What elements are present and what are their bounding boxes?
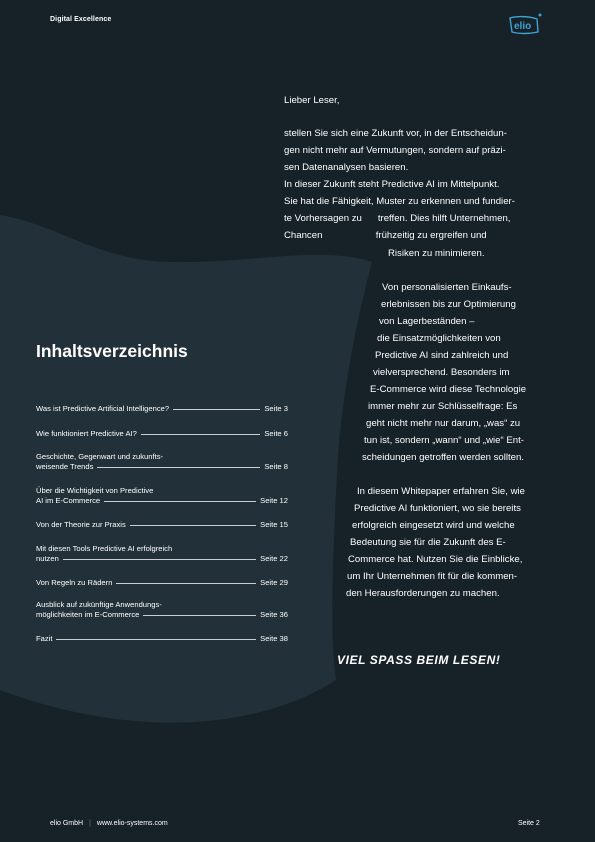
dot-leader xyxy=(56,639,256,640)
letter-line: erfolgreich eingesetzt wird und welche xyxy=(352,520,515,531)
toc-page-number: Seite 6 xyxy=(264,429,288,438)
letter-greeting: Lieber Leser, xyxy=(284,95,340,106)
footer-left xyxy=(50,820,168,827)
letter-line: Risiken zu minimieren. xyxy=(388,248,485,259)
toc-title: Inhaltsverzeichnis xyxy=(36,341,188,361)
toc-entry-text: möglichkeiten im E-Commerce xyxy=(36,610,140,619)
letter-line: E-Commerce wird diese Technologie xyxy=(370,384,527,395)
footer-page-number: Seite 2 xyxy=(518,820,540,827)
toc-page-number: Seite 3 xyxy=(264,404,288,413)
header-brand: Digital Excellence xyxy=(50,16,112,23)
toc-entry[interactable] xyxy=(36,486,288,506)
toc-entry-text: weisende Trends xyxy=(36,462,94,471)
toc-page-number: Seite 12 xyxy=(260,496,288,505)
letter-line: stellen Sie sich eine Zukunft vor, in der Entscheidun- xyxy=(284,128,507,139)
letter-line: den Herausforderungen zu machen. xyxy=(346,588,500,599)
letter-line: In dieser Zukunft steht Predictive AI im Mittelpunkt. xyxy=(284,179,500,190)
logo-text: elio xyxy=(514,21,532,32)
letter-line: Commerce hat. Nutzen Sie die Einblicke, xyxy=(348,554,523,565)
toc-entry-text: Fazit xyxy=(36,634,53,643)
toc-page-number: Seite 8 xyxy=(264,462,288,471)
dot-leader xyxy=(173,409,260,410)
toc-entry[interactable] xyxy=(36,600,288,620)
signoff-text: VIEL SPASS BEIM LESEN! xyxy=(337,653,501,667)
toc-entry[interactable] xyxy=(36,429,288,439)
toc-entry-text: Über die Wichtigkeit von Predictive xyxy=(36,486,154,495)
letter-line: Sie hat die Fähigkeit, Muster zu erkennen und fundier- xyxy=(284,196,515,207)
toc-entry-text: Geschichte, Gegenwart und zukunfts- xyxy=(36,452,164,461)
letter-line: Von personalisierten Einkaufs- xyxy=(382,282,512,293)
footer-separator: | xyxy=(89,820,91,827)
dot-leader xyxy=(130,525,256,526)
toc-entry-text: Von Regeln zu Rädern xyxy=(36,578,113,587)
toc-entry-text: Von der Theorie zur Praxis xyxy=(36,520,126,529)
dot-leader xyxy=(141,434,260,435)
letter-line: um Ihr Unternehmen fit für die kommen- xyxy=(347,571,518,582)
toc-entry-text: AI im E-Commerce xyxy=(36,496,101,505)
toc-page-number: Seite 15 xyxy=(260,520,288,529)
letter-line: die Einsatzmöglichkeiten von xyxy=(377,333,501,344)
footer-company: elio GmbH xyxy=(50,820,84,827)
letter-line: scheidungen getroffen werden sollten. xyxy=(362,452,524,463)
dot-leader xyxy=(104,501,256,502)
letter-line: gen nicht mehr auf Vermutungen, sondern auf präzi- xyxy=(284,145,506,156)
letter-line: von Lagerbeständen – xyxy=(379,316,475,327)
letter-line: In diesem Whitepaper erfahren Sie, wie xyxy=(357,486,525,497)
footer-website-link[interactable]: www.elio-systems.com xyxy=(96,820,168,827)
toc-page-number: Seite 29 xyxy=(260,578,288,587)
letter-line: vielversprechend. Besonders im xyxy=(373,367,510,378)
toc-entry[interactable] xyxy=(36,452,288,472)
toc-entry[interactable] xyxy=(36,404,288,414)
toc-entry-text: Was ist Predictive Artificial Intelligence? xyxy=(36,404,170,413)
toc-entry[interactable] xyxy=(36,520,288,530)
toc-entry-text: Ausblick auf zukünftige Anwendungs- xyxy=(36,600,162,609)
letter-line: Chancen frühzeitig zu ergreifen und xyxy=(284,230,487,241)
toc-entry-text: nutzen xyxy=(36,554,59,563)
letter-line: tun ist, sondern „wann“ und „wie“ Ent- xyxy=(364,435,524,446)
dot-leader xyxy=(143,615,256,616)
letter-line: Predictive AI sind zahlreich und xyxy=(375,350,509,361)
toc-page-number: Seite 22 xyxy=(260,554,288,563)
toc-page-number: Seite 38 xyxy=(260,634,288,643)
letter-line: geht nicht mehr nur darum, „was“ zu xyxy=(366,418,521,429)
toc-entry[interactable] xyxy=(36,578,288,588)
toc-entry[interactable] xyxy=(36,634,288,644)
dot-leader xyxy=(97,467,260,468)
letter-line: immer mehr zur Schlüsselfrage: Es xyxy=(368,401,518,412)
letter-line: erlebnissen bis zur Optimierung xyxy=(381,299,516,310)
letter-line: sen Datenanalysen basieren. xyxy=(284,162,409,173)
letter-line: te Vorhersagen zu treffen. Dies hilft Unternehmen, xyxy=(284,213,511,224)
toc-entry-text: Wie funktioniert Predictive AI? xyxy=(36,429,137,438)
dot-leader xyxy=(116,583,256,584)
toc-entry-text: Mit diesen Tools Predictive AI erfolgreich xyxy=(36,544,173,553)
toc-page-number: Seite 36 xyxy=(260,610,288,619)
dot-leader xyxy=(63,559,256,560)
letter-line: Predictive AI funktioniert, wo sie bereits xyxy=(354,503,521,514)
toc-entry[interactable] xyxy=(36,544,288,564)
letter-line: Bedeutung sie für die Zukunft des E- xyxy=(350,537,506,548)
